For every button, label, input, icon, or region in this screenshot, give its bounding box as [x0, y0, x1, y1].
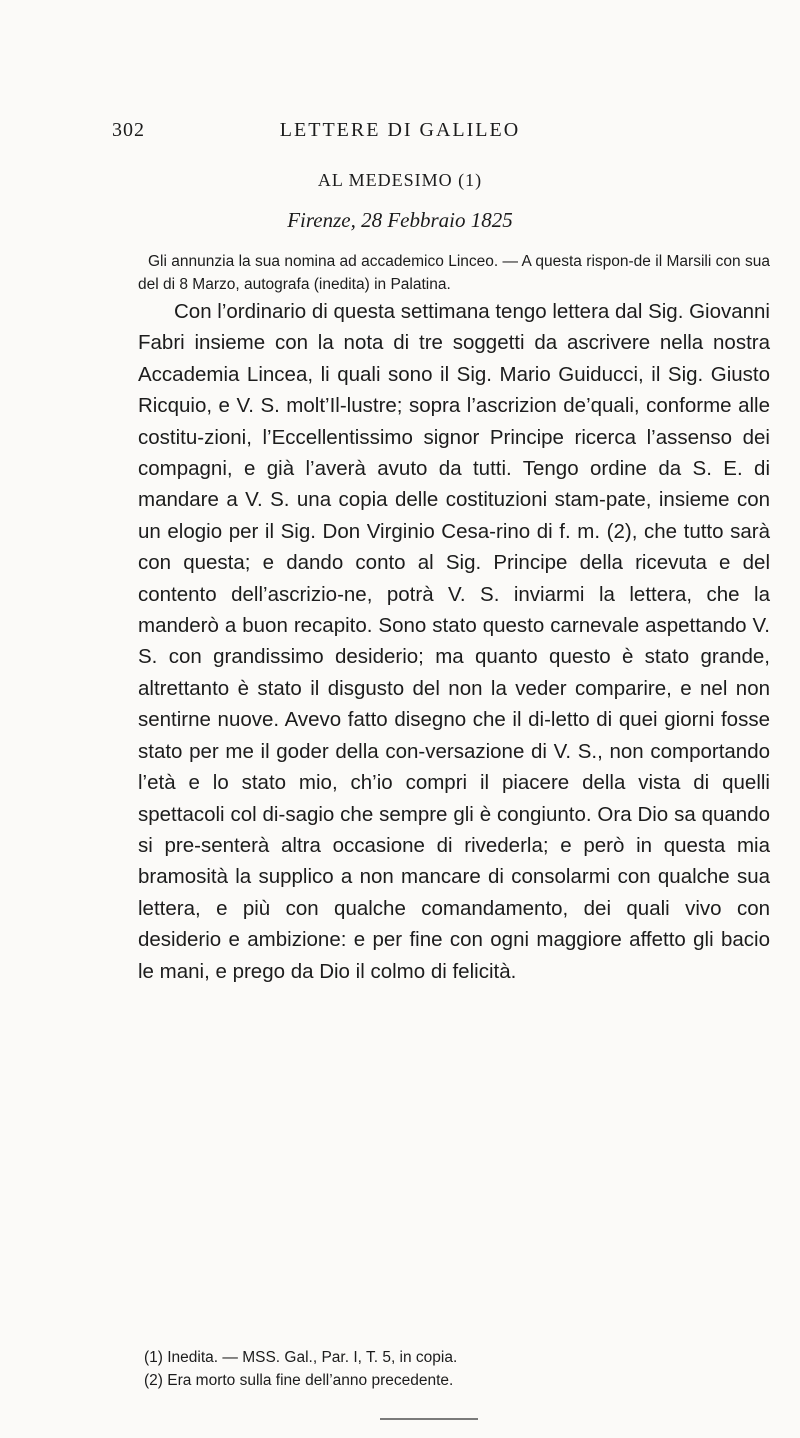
end-ornament-rule [380, 1418, 478, 1420]
footnote-2: (2) Era morto sulla fine dell’anno precedente. [144, 1372, 454, 1389]
running-head: LETTERE DI GALILEO [279, 119, 521, 141]
letter-dateline: Firenze, 28 Febbraio 1825 [287, 208, 513, 232]
letter-recipient: AL MEDESIMO (1) [317, 170, 483, 190]
letter-body: Con l’ordinario di questa settimana tengo lettera dal Sig. Giovanni Fabri insieme con la nota di tre soggetti da ascrivere nella nostra Accademia Lincea, li quali sono il Sig. Mario Guiducci, il Sig. Giusto Ricquio, e V. S. molt’Il-lustre; sopra l’ascrizion de’quali, conforme alle costitu-zioni, l’Eccellentissimo signor Principe ricerca l’assenso dei compagni, e già l’averà avuto da tutti. Tengo ordine da S. E. di mandare a V. S. una copia delle costituzioni stam-pate, insieme con un elogio per il Sig. Don Virginio Cesa-rino di f. m. (2), che tutto sarà con questa; e dando conto al Sig. Principe della ricevuta e del contento dell’ascrizio-ne, potrà V. S. inviarmi la lettera, che la manderò a buon recapito. Sono stato questo carnevale aspettando V. S. con grandissimo desiderio; ma quanto questo è stato grande, altrettanto è stato il disgusto del non la veder comparire, e nel non sentirne nuove. Avevo fatto disegno che il di-letto di quei giorni fosse stato per me il goder della con-versazione di V. S., non comportando l’età e lo stato mio, ch’io compri il piacere della vista di quelli spettacoli col di-sagio che sempre gli è congiunto. Ora Dio sa quando si pre-senterà altra occasione di rivederla; e però in questa mia bramosità la supplico a non mancare di consolarmi con qualche sua lettera, e più con qualche comandamento, dei quali vivo con desiderio e ambizione: e per fine con ogni maggiore affetto gli bacio le mani, e prego da Dio il colmo di felicità. [138, 300, 770, 983]
letter-summary: Gli annunzia la sua nomina ad accademico Linceo. — A questa rispon-de il Marsili con sua del di 8 Marzo, autografa (inedita) in Palatina. [138, 253, 770, 293]
footnotes [138, 1346, 770, 1392]
footnote-1: (1) Inedita. — MSS. Gal., Par. I, T. 5, in copia. [144, 1349, 458, 1366]
page-number: 302 [112, 119, 145, 141]
